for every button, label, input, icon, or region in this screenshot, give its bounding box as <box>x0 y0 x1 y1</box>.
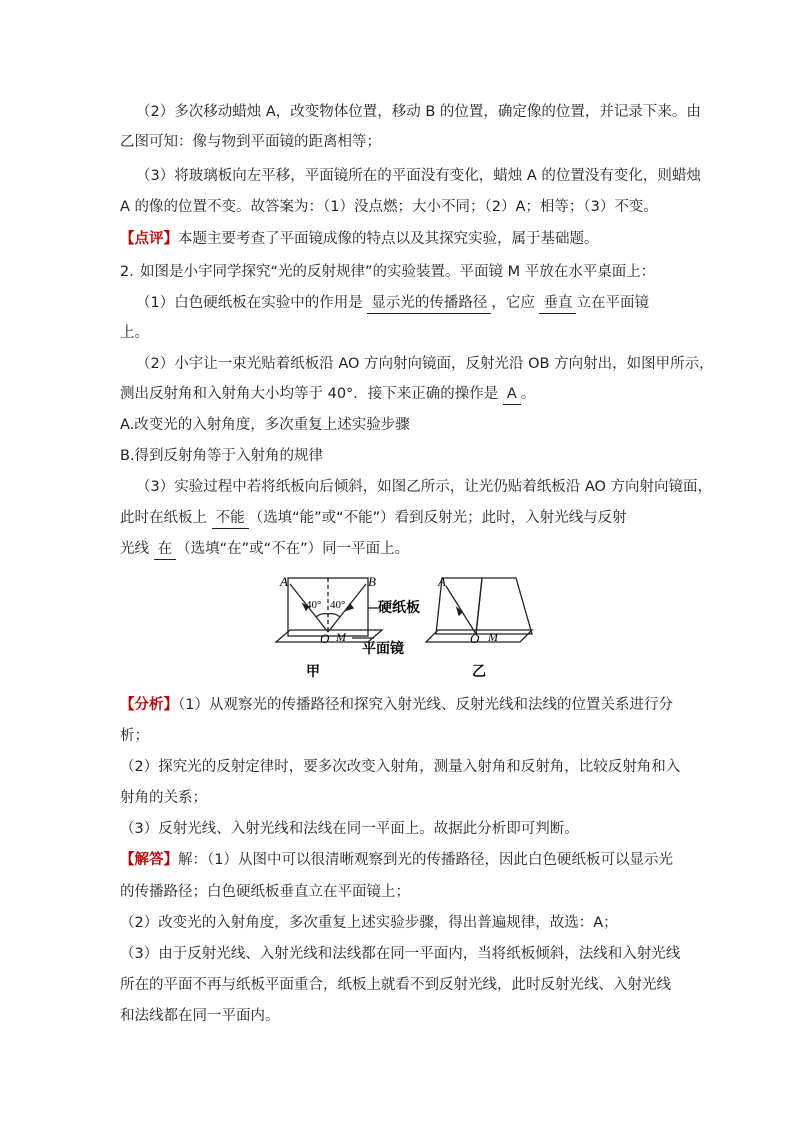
label-m-jia: M <box>336 630 346 644</box>
label-o-jia: O <box>320 631 330 646</box>
answer-blank-1: 显示光的传播路径 <box>367 293 491 314</box>
reflected-arrow <box>347 604 353 610</box>
solution-line2: 的传播路径；白色硬纸板垂直立在平面镜上； <box>120 884 410 900</box>
caption-yi: 乙 <box>472 664 486 680</box>
solution-line3: （2）改变光的入射角度，多次重复上述实验步骤，得出普遍规律，故选：A； <box>120 915 618 931</box>
analysis-line4: 射角的关系； <box>120 790 207 806</box>
mirror-label: 平面镜 <box>362 641 404 657</box>
analysis-tag: 【分析】 <box>120 697 178 713</box>
analysis-line3: （2）探究光的反射定律时，要多次改变入射角，测量入射角和反射角，比较反射角和入 <box>120 759 681 775</box>
label-a-yi: A <box>438 574 446 589</box>
option-a: A.改变光的入射角度，多次重复上述实验步骤 <box>120 417 410 433</box>
comment-tag: 【点评】 <box>120 231 178 247</box>
caption-jia: 甲 <box>306 664 320 680</box>
label-o-yi: O <box>470 631 480 646</box>
label-b-jia: B <box>368 574 376 589</box>
question-stem: 如图是小宇同学探究“光的反射规律”的实验装置。平面镜 M 平放在水平桌面上： <box>140 264 656 280</box>
sub3-line3: 光线 在 （选填“在”或“不在”）同一平面上。 <box>120 539 409 560</box>
analysis-line2: 析； <box>120 728 149 744</box>
angle-label-left: 40° <box>306 599 322 611</box>
solution-line6: 和法线都在同一平面内。 <box>120 1008 280 1024</box>
sub1-line1: （1）白色硬纸板在实验中的作用是 显示光的传播路径 ，它应 垂直 立在平面镜 <box>136 293 649 314</box>
board-label: 硬纸板 <box>378 600 420 616</box>
sub3-line1: （3）实验过程中若将纸板向后倾斜，如图乙所示，让光仍贴着纸板沿 AO 方向射向镜面， <box>136 479 713 495</box>
label-m-yi: M <box>488 630 498 644</box>
prev-comment <box>120 229 599 249</box>
sub1-line2: 上。 <box>120 325 149 341</box>
sub2-line1: （2）小宇让一束光贴着纸板沿 AO 方向射向镜面，反射光沿 OB 方向射出，如图甲所示， <box>136 356 714 372</box>
solution-line5: 所在的平面不再与纸板平面重合，纸板上就看不到反射光线，此时反射光线、入射光线 <box>120 977 671 993</box>
prev-p2-line1: （2）多次移动蜡烛 A，改变物体位置，移动 B 的位置，确定像的位置，并记录下来。由 <box>136 104 701 120</box>
comment-text: 本题主要考查了平面镜成像的特点以及其探究实验，属于基础题。 <box>178 231 599 247</box>
prev-p3-line2: A 的像的位置不变。故答案为：（1）没点燃；大小不同；（2）A；相等；（3）不变。 <box>120 199 658 215</box>
answer-blank-3: A <box>503 384 521 405</box>
prev-p2-line2: 乙图可知：像与物到平面镜的距离相等； <box>120 134 381 150</box>
incident-arrow-yi <box>457 608 462 615</box>
angle-label-right: 40° <box>330 599 346 611</box>
sub3-line2: 此时在纸板上 不能 （选填“能”或“不能”）看到反射光；此时，入射光线与反射 <box>120 508 627 529</box>
label-a-jia: A <box>280 574 288 589</box>
solution-tag: 【解答】 <box>120 852 178 868</box>
answer-blank-4: 不能 <box>212 508 249 529</box>
question-number: 2． <box>120 264 144 280</box>
tilted-board-right <box>476 578 532 634</box>
solution-line4: （3）由于反射光线、入射光线和法线都在同一平面内，当将纸板倾斜，法线和入射光线 <box>120 946 681 962</box>
answer-blank-5: 在 <box>154 539 177 560</box>
prev-p3-line1: （3）将玻璃板向左平移，平面镜所在的平面没有变化，蜡烛 A 的位置没有变化，则蜡烛 <box>136 168 701 184</box>
angle-arc-left <box>316 614 328 617</box>
sub2-line2: 测出反射角和入射角大小均等于 40°．接下来正确的操作是 A 。 <box>120 384 535 405</box>
incident-ray-yi <box>446 586 476 634</box>
analysis-line5: （3）反射光线、入射光线和法线在同一平面上。故据此分析即可判断。 <box>120 821 579 837</box>
reflection-figure <box>270 572 570 682</box>
option-b: B.得到反射角等于入射角的规律 <box>120 448 324 464</box>
solution-line1: 【解答】解：（1）从图中可以很清晰观察到光的传播路径，因此白色硬纸板可以显示光 <box>120 852 673 868</box>
analysis-line1: 【分析】（1）从观察光的传播路径和探究入射光线、反射光线和法线的位置关系进行分 <box>120 697 673 713</box>
answer-blank-2: 垂直 <box>539 293 576 314</box>
angle-arc-right <box>328 614 340 617</box>
